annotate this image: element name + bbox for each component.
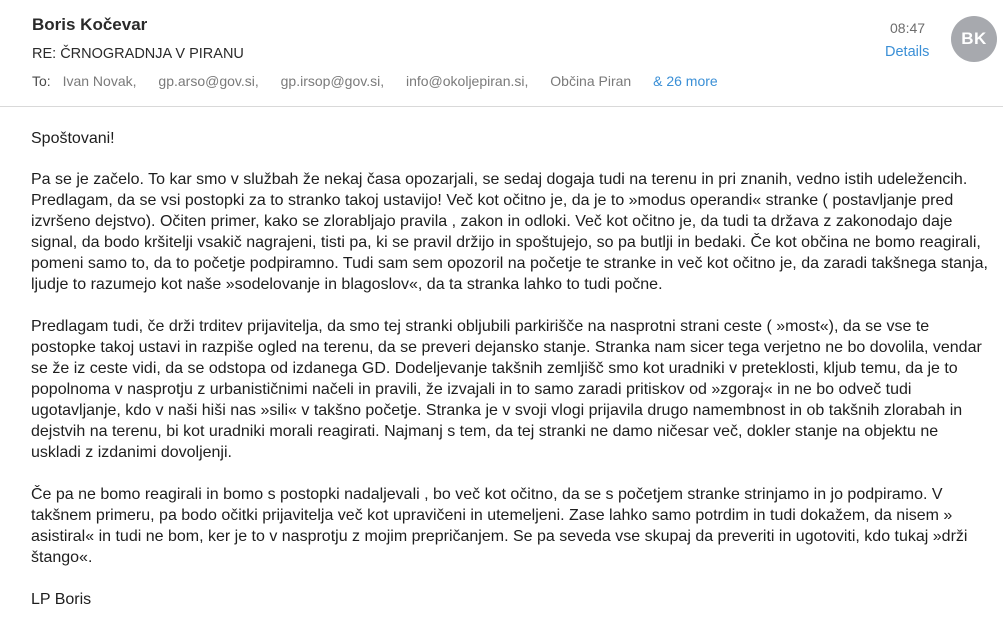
sender-avatar: BK (951, 16, 997, 62)
message-body (31, 128, 989, 631)
greeting: Spoštovani! (31, 130, 115, 147)
recipient[interactable]: gp.irsop@gov.si, (280, 73, 385, 89)
message-subject: RE: ČRNOGRADNJA V PIRANU (32, 46, 244, 62)
body-paragraph: Pa se je začelo. To kar smo v službah že nekaj časa opozarjali, se sedaj dogaja tudi na terenu in pri znanih, vedno istih udeležencih. Predlagam, da se vsi postopki za to stranko takoj ustavijo! Več kot očitno je, da je to »modus operandi« stranke ( postavljanje pred izvršeno dejstvo). Očiten primer, kako se zlorabljajo pravila , zakon in odloki. Več kot očitno je, da tudi ta država z zakonodajo daje signal, da bodo kršitelji vsakič nagrajeni, tisti pa, ki se pravil držijo in spoštujejo, so pa butlji in bedaki. Če kot občina ne bomo reagirali, pomeni samo to, da to početje podpiramno. Tudi sam sem opozoril na početje te stranke in več kot očitno je, da zaradi takšnega stanja, ljudje to razumejo kot naše »sodelovanje in blagoslov«, da ta stranka lahko to tudi počne. (31, 171, 988, 293)
sender-name: Boris Kočevar (32, 15, 148, 34)
recipient[interactable]: gp.arso@gov.si, (158, 73, 259, 89)
recipient[interactable]: Občina Piran (550, 73, 632, 89)
details-link[interactable]: Details (885, 44, 930, 60)
recipients-row (32, 73, 718, 89)
recipient[interactable]: Ivan Novak, (62, 73, 137, 89)
to-label: To: (32, 73, 51, 89)
body-paragraph: Predlagam tudi, če drži trditev prijavitelja, da smo tej stranki obljubili parkirišče na nasprotni strani ceste ( »most«), da se vse te postopke takoj ustavi in razpiše ogled na terenu, da se preveri dejansko stanje. Stranka nam sicer tega verjetno ne bo dovolila, vendar se že iz ceste vidi, da se odstopa od izdanega GD. Dodeljevanje takšnih zemljišč smo kot uradniki v preteklosti, kljub temu, da je to popolnoma v nasprotju z urbanističnimi načeli in pravili, že izvajali in to samo zaradi pritiskov od »zgoraj« in ne bo odveč tudi ugotavljanje, kdo v naši hiši nas »sili« v takšno početje. Stranka je v svoji vlogi prijavila drugo namembnost in ob takšnih zlorabah in dejstvih na terenu, bi kot uradniki morali reagirati. Najmanj s tem, da tej stranki ne damo ničesar več, dokler stanje na objektu ne uskladi z izdanimi dovoljenji. (31, 318, 982, 461)
signature: LP Boris (31, 591, 92, 608)
message-header (0, 0, 1003, 106)
body-paragraph: Če pa ne bomo reagirali in bomo s postopki nadaljevali , bo več kot očitno, da se s početjem stranke strinjamo in jo podpiramo. V takšnem primeru, pa bodo očitki prijavitelja več kot upravičeni in utemeljeni. Zase lahko samo potrdim in tudi dokažem, da nisem » asistiral« in tudi ne bom, ker je to v nasprotju z mojim prepričanjem. Se pa seveda vse skupaj da preveriti in ugotoviti, kdo tukaj »drži štango«. (31, 486, 968, 566)
message-time: 08:47 (890, 20, 926, 36)
header-divider (0, 106, 1003, 107)
recipient[interactable]: info@okoljepiran.si, (405, 73, 529, 89)
more-recipients-link[interactable]: & 26 more (653, 73, 718, 89)
